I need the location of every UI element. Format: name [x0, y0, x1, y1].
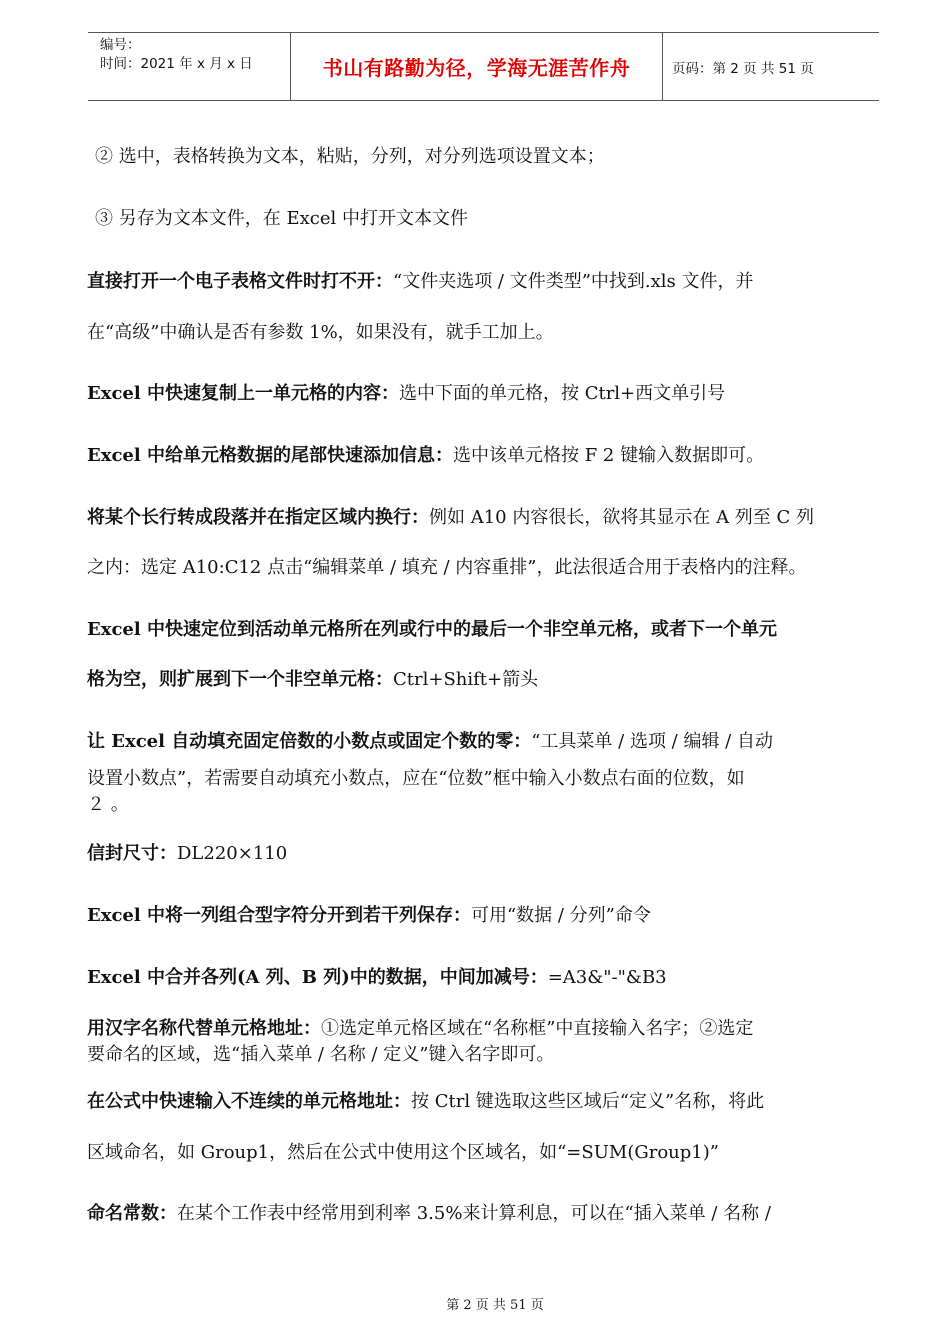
paragraph-4 [87, 379, 882, 405]
paragraph-13-line2: 区域命名，如 Group1，然后在公式中使用这个区域名，如“=SUM(Group1)” [87, 1142, 719, 1163]
paragraph-1 [95, 142, 890, 168]
paragraph-10 [87, 901, 882, 927]
paragraph-8-text: “工具菜单 / 选项 / 编辑 / 自动 [531, 731, 773, 752]
paragraph-8-line3: ２ 。 [87, 794, 129, 815]
paragraph-4-heading: Excel 中快速复制上一单元格的内容： [87, 383, 399, 404]
paragraph-3 [87, 267, 882, 293]
paragraph-13-text: 按 Ctrl 键选取这些区域后“定义”名称，将此 [411, 1091, 765, 1112]
paragraph-5-heading: Excel 中给单元格数据的尾部快速添加信息： [87, 445, 453, 466]
header-motto-cell [291, 33, 663, 100]
paragraph-2 [95, 204, 890, 230]
page-label: 页码：第 2 页 共 51 页 [672, 60, 814, 77]
paragraph-14-heading: 命名常数： [87, 1203, 177, 1224]
motto: 书山有路勤为径，学海无涯苦作舟 [322, 56, 631, 80]
paragraph-1-text: ② 选中，表格转换为文本，粘贴，分列，对分列选项设置文本； [95, 146, 605, 167]
paragraph-6-text: 例如 A10 内容很长，欲将其显示在 A 列至 C 列 [429, 507, 815, 528]
paragraph-10-heading: Excel 中将一列组合型字符分开到若干列保存： [87, 905, 471, 926]
header-meta [88, 33, 291, 100]
paragraph-13 [87, 1087, 882, 1113]
paragraph-12 [87, 1014, 882, 1040]
paragraph-6-line2: 之内：选定 A10:C12 点击“编辑菜单 / 填充 / 内容重排”，此法很适合用于表格内的注释。 [87, 557, 807, 578]
paragraph-12-line2: 要命名的区域，选“插入菜单 / 名称 / 定义”键入名字即可。 [87, 1044, 555, 1065]
paragraph-8-line2: 设置小数点”，若需要自动填充小数点，应在“位数”框中输入小数点右面的位数，如 [87, 768, 745, 789]
paragraph-3-line2: 在“高级”中确认是否有参数 1%，如果没有，就手工加上。 [87, 322, 554, 343]
paragraph-13-heading: 在公式中快速输入不连续的单元格地址： [87, 1091, 411, 1112]
paragraph-9-heading: 信封尺寸： [87, 843, 177, 864]
paragraph-12-heading: 用汉字名称代替单元格地址： [87, 1018, 321, 1039]
paragraph-3-text: “文件夹选项 / 文件类型”中找到.xls 文件，并 [393, 271, 754, 292]
paragraph-10-text: 可用“数据 / 分列”命令 [470, 905, 651, 926]
paragraph-9-text: DL220×110 [177, 843, 288, 864]
page-footer: 第 2 页 共 51 页 [446, 1298, 544, 1313]
paragraph-2-text: ③ 另存为文本文件，在 Excel 中打开文本文件 [95, 208, 468, 229]
paragraph-6-heading: 将某个长行转成段落并在指定区域内换行： [87, 507, 429, 528]
paragraph-12-text: ①选定单元格区域在“名称框”中直接输入名字；②选定 [321, 1018, 754, 1039]
paragraph-8 [87, 727, 882, 753]
page-header [88, 32, 879, 101]
paragraph-11-heading: Excel 中合并各列(A 列、B 列)中的数据，中间加减号： [87, 967, 548, 988]
paragraph-6 [87, 503, 882, 529]
time-label: 时间：2021 年 x 月 x 日 [100, 56, 253, 72]
paragraph-14-text: 在某个工作表中经常用到利率 3.5%来计算利息，可以在“插入菜单 / 名称 / [177, 1203, 771, 1224]
number-label: 编号： [100, 37, 141, 53]
paragraph-4-text: 选中下面的单元格，按 Ctrl+西文单引号 [398, 383, 726, 404]
header-page-cell [663, 33, 879, 100]
paragraph-14 [87, 1199, 882, 1225]
paragraph-7 [87, 615, 882, 641]
paragraph-11-text: =A3&"-"&B3 [547, 967, 667, 988]
paragraph-8-heading: 让 Excel 自动填充固定倍数的小数点或固定个数的零： [87, 731, 532, 752]
paragraph-3-heading: 直接打开一个电子表格文件时打不开： [87, 271, 393, 292]
paragraph-7-text: Ctrl+Shift+箭头 [393, 669, 539, 690]
paragraph-11 [87, 963, 882, 989]
paragraph-5-text: 选中该单元格按 F 2 键输入数据即可。 [452, 445, 765, 466]
paragraph-7-heading: Excel 中快速定位到活动单元格所在列或行中的最后一个非空单元格，或者下一个单元 [87, 619, 777, 640]
paragraph-7-heading-cont: 格为空，则扩展到下一个非空单元格： [87, 669, 393, 690]
paragraph-5 [87, 441, 882, 467]
paragraph-9 [87, 839, 882, 865]
paragraph-7-line2 [87, 665, 538, 691]
